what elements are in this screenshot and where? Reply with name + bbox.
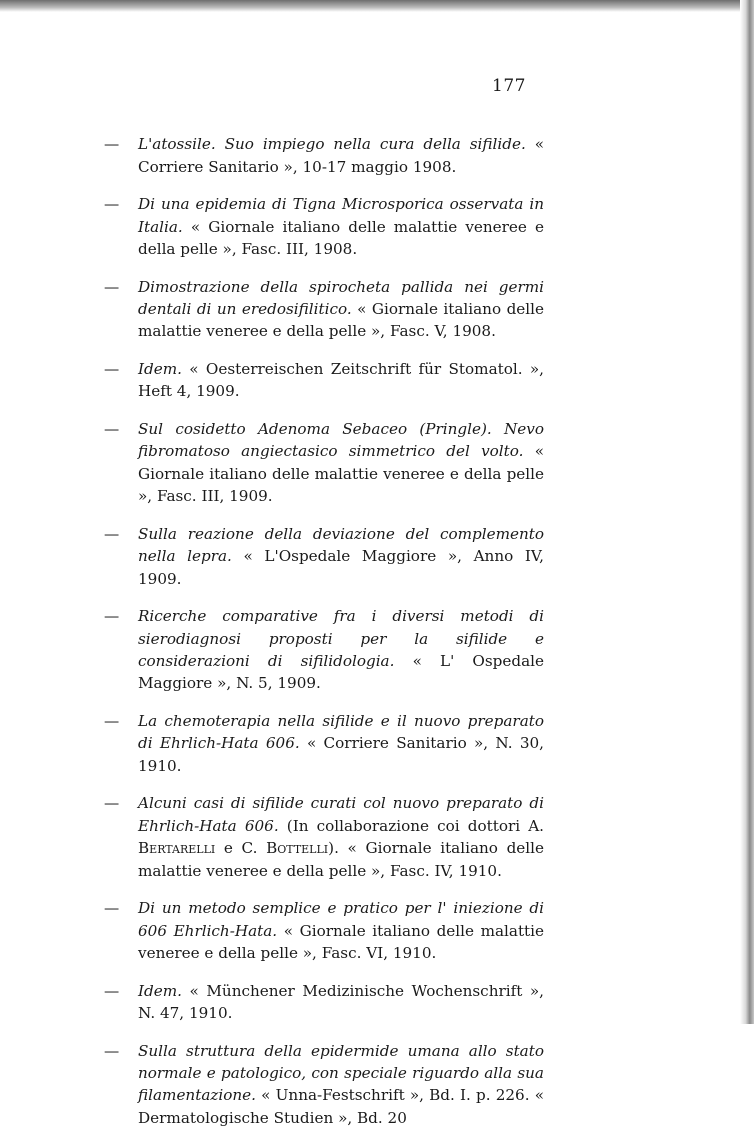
list-item (104, 980, 544, 1025)
entry-source: (In collaborazione coi dottori A. (278, 816, 544, 835)
list-item (104, 418, 544, 508)
entry-title: Di un metodo semplice e pratico per l' iniezione di 606 Ehrlich-Hata. (138, 899, 544, 940)
entry-title: Alcuni casi di sifilide curati col nuovo preparato di Ehrlich-Hata 606. (138, 794, 544, 835)
list-item (104, 605, 544, 695)
entry-dash: — (104, 360, 120, 378)
entry-dash: — (104, 420, 120, 438)
entry-title: Ricerche comparative fra i diversi metodi di sierodiagnosi proposti per la sifilide e considerazioni di sifilidologia. (138, 607, 544, 671)
entry-title: L'atossile. Suo impiego nella cura della sifilide. (138, 135, 526, 154)
list-item (104, 792, 544, 882)
author-name: Bertarelli (138, 839, 216, 858)
page-number: 177 (492, 76, 526, 96)
list-item (104, 133, 544, 178)
entry-dash: — (104, 794, 120, 813)
entry-source: « Giornale italiano delle malattie veneree e della pelle », Fasc. III, 1909. (138, 442, 544, 506)
entry-dash: — (104, 1041, 120, 1060)
entry-source: « Oesterreischen Zeitschrift für Stomatol. », Heft 4, 1909. (138, 360, 544, 401)
author-name: Bottelli (266, 839, 329, 858)
entry-title: Di una epidemia di Tigna Microsporica osservata in Italia. (138, 195, 544, 236)
entry-title: Sulla struttura della epidermide umana allo stato normale e patologico, con speciale riguardo alla sua filamentazione. (138, 1041, 544, 1105)
list-item (104, 1040, 544, 1129)
list-item (104, 523, 544, 590)
entry-title: Idem. (138, 360, 182, 378)
list-item (104, 193, 544, 260)
list-item (104, 276, 544, 343)
list-item (104, 897, 544, 964)
entry-source: « Giornale italiano delle malattie veneree e della pelle », Fasc. V, 1908. (138, 300, 544, 341)
entry-source: « Giornale italiano delle malattie veneree e della pelle », Fasc. VI, 1910. (138, 921, 545, 963)
entry-source: « Corriere Sanitario », 10-17 maggio 1908. (138, 135, 544, 176)
list-item (104, 358, 544, 403)
entry-dash: — (104, 712, 120, 731)
entry-dash: — (104, 135, 120, 154)
entry-title: Sulla reazione della deviazione del complemento nella lepra. (138, 524, 544, 566)
entry-source: « Corriere Sanitario », N. 30, 1910. (138, 734, 544, 775)
entry-dash: — (104, 607, 120, 626)
entry-dash: — (104, 981, 120, 1000)
bibliography-list (104, 118, 544, 1129)
entry-dash: — (104, 277, 120, 296)
entry-source: « L'Ospedale Maggiore », Anno IV, 1909. (138, 547, 545, 588)
scan-top-edge (0, 0, 754, 12)
entry-title: La chemoterapia nella sifilide e il nuovo preparato di Ehrlich-Hata 606. (138, 712, 544, 753)
entry-source: « Giornale italiano delle malattie veneree e della pelle », Fasc. III, 1908. (138, 217, 544, 258)
entry-dash: — (104, 524, 120, 543)
entry-source: e C. (215, 839, 267, 858)
entry-source: ). « Giornale italiano delle malattie veneree e della pelle », Fasc. IV, 1910. (138, 839, 544, 880)
entry-title: Sul cosidetto Adenoma Sebaceo (Pringle). Nevo fibromatoso angiectasico simmetrico del volto. (138, 420, 544, 461)
entry-dash: — (104, 899, 120, 918)
book-spine-edge (740, 0, 754, 1024)
entry-source: « Unna-Festschrift », Bd. I. p. 226. « Dermatologische Studien », Bd. 20 (138, 1086, 544, 1127)
entry-title: Idem. (138, 981, 182, 1000)
entry-source: « Münchener Medizinische Wochenschrift », N. 47, 1910. (138, 981, 544, 1023)
entry-title: Dimostrazione della spirocheta pallida nei germi dentali di un eredosifilitico. (138, 277, 544, 318)
entry-dash: — (104, 195, 120, 214)
entry-source: « L' Ospedale Maggiore », N. 5, 1909. (138, 652, 544, 693)
list-item (104, 710, 544, 777)
